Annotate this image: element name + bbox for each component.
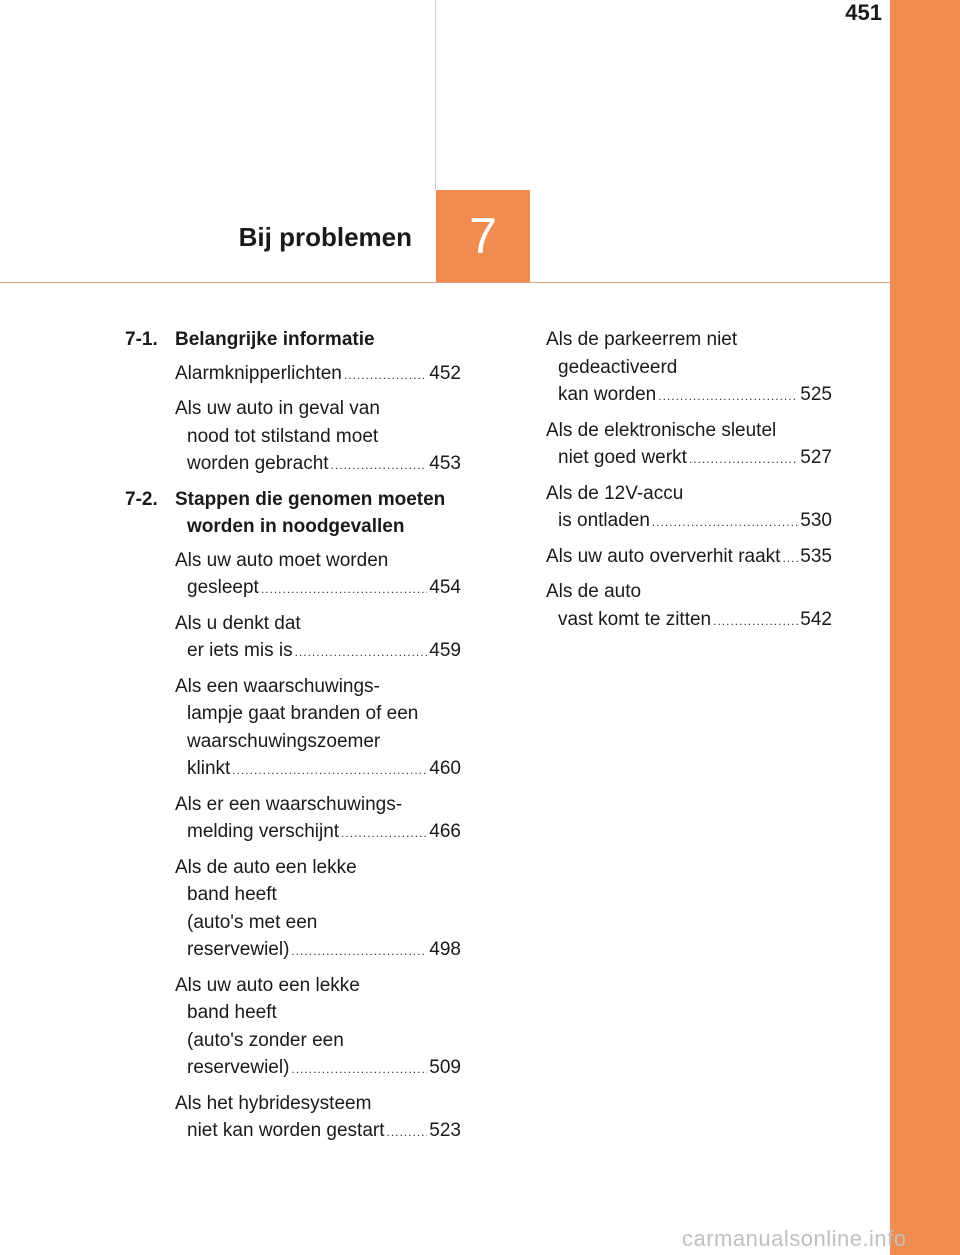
toc-entry-text: (auto's zonder een bbox=[187, 1029, 344, 1051]
leader-dots bbox=[291, 938, 427, 966]
toc-entry-text: Als u denkt dat bbox=[175, 612, 301, 634]
toc-entry-text: lampje gaat branden of een bbox=[187, 703, 419, 724]
toc-entry-text: gedeactiveerd bbox=[558, 356, 678, 378]
page-number: 451 bbox=[845, 0, 882, 25]
leader-dots bbox=[658, 383, 798, 411]
toc-entry[interactable] bbox=[546, 326, 832, 411]
toc-entry-text: Als de elektronische sleutel bbox=[546, 419, 777, 441]
toc-entry[interactable] bbox=[125, 791, 461, 848]
section-title-line: Stappen die genomen moeten bbox=[175, 488, 446, 510]
chapter-title: Bij problemen bbox=[238, 222, 412, 252]
toc-page-number: 535 bbox=[800, 545, 832, 567]
toc-page-number: 498 bbox=[429, 939, 461, 960]
toc-entry-text: Als uw auto in geval van bbox=[175, 398, 380, 419]
leader-dots bbox=[689, 446, 798, 474]
toc-entry-text: (auto's met een bbox=[187, 911, 318, 933]
toc-left-column bbox=[125, 326, 461, 1153]
toc-entry-text: Als de parkeerrem niet bbox=[546, 329, 738, 350]
watermark: carmanualsonline.info bbox=[682, 1226, 907, 1251]
header-divider-vertical bbox=[435, 0, 436, 190]
toc-entry-text: band heeft bbox=[187, 1002, 277, 1023]
toc-page-number: 454 bbox=[429, 577, 461, 598]
toc-entry[interactable] bbox=[125, 854, 461, 966]
toc-page-number: 542 bbox=[800, 608, 832, 630]
toc-entry-text: Als uw auto oververhit raakt bbox=[546, 545, 781, 567]
header-divider-horizontal bbox=[0, 282, 890, 283]
toc-entry[interactable] bbox=[125, 673, 461, 785]
toc-entry[interactable] bbox=[546, 417, 832, 474]
toc-entry-text: Als de 12V-accu bbox=[546, 482, 684, 504]
section-title-line: worden in noodgevallen bbox=[187, 516, 405, 537]
toc-page-number: 466 bbox=[429, 821, 461, 842]
leader-dots bbox=[387, 1119, 428, 1147]
toc-entry-text: gesleept bbox=[187, 577, 259, 598]
toc-page-number: 452 bbox=[429, 362, 461, 384]
toc-entry-text: Als uw auto moet worden bbox=[175, 549, 389, 571]
toc-entry[interactable] bbox=[546, 480, 832, 537]
leader-dots bbox=[652, 509, 798, 537]
toc-entry-text: er iets mis is bbox=[187, 640, 293, 661]
leader-dots bbox=[782, 545, 798, 573]
toc-section-7-2[interactable] bbox=[125, 486, 461, 541]
toc-page-number: 453 bbox=[429, 453, 461, 474]
toc-entry-text: Als het hybridesysteem bbox=[175, 1092, 372, 1114]
toc-page-number: 509 bbox=[429, 1057, 461, 1078]
toc-entry-text: reservewiel) bbox=[187, 1057, 290, 1078]
toc-entry-text: Als er een waarschuwings- bbox=[175, 793, 403, 815]
toc-entry-text: Als de auto een lekke bbox=[175, 856, 357, 878]
leader-dots bbox=[291, 1056, 427, 1084]
toc-entry[interactable] bbox=[125, 1090, 461, 1147]
toc-entry-text: Als de auto bbox=[546, 581, 642, 602]
toc-entry-text: melding verschijnt bbox=[187, 821, 340, 842]
toc-page-number: 523 bbox=[429, 1120, 461, 1141]
toc-entry[interactable] bbox=[125, 610, 461, 667]
leader-dots bbox=[713, 608, 798, 636]
toc-entry-text: Alarmknipperlichten bbox=[175, 362, 342, 384]
leader-dots bbox=[331, 452, 428, 480]
leader-dots bbox=[261, 576, 427, 604]
section-number: 7-1. bbox=[125, 329, 158, 350]
leader-dots bbox=[344, 362, 427, 390]
toc-entry-text: niet goed werkt bbox=[558, 447, 687, 468]
toc-entry-text: Als een waarschuwings- bbox=[175, 675, 380, 697]
toc-entry[interactable] bbox=[125, 360, 461, 390]
toc-entry-text: reservewiel) bbox=[187, 939, 290, 960]
leader-dots bbox=[295, 639, 428, 667]
toc-entry[interactable] bbox=[125, 972, 461, 1084]
toc-page-number: 459 bbox=[429, 640, 461, 661]
toc-page-number: 460 bbox=[429, 758, 461, 779]
toc-page-number: 530 bbox=[800, 510, 832, 531]
toc-entry-text: band heeft bbox=[187, 884, 277, 905]
toc-entry-text: is ontladen bbox=[558, 510, 650, 531]
toc-page-number: 527 bbox=[800, 447, 832, 468]
leader-dots bbox=[341, 820, 427, 848]
toc-entry-text: nood tot stilstand moet bbox=[187, 425, 379, 447]
section-number: 7-2. bbox=[125, 488, 158, 510]
toc-entry-text: kan worden bbox=[558, 384, 657, 405]
toc-entry-text: klinkt bbox=[187, 758, 231, 779]
section-title: Belangrijke informatie bbox=[175, 329, 375, 350]
leader-dots bbox=[232, 757, 427, 785]
toc-entry[interactable] bbox=[125, 547, 461, 604]
toc-entry-text: worden gebracht bbox=[187, 453, 329, 474]
toc-entry[interactable] bbox=[125, 395, 461, 480]
chapter-number-badge: 7 bbox=[436, 190, 530, 282]
toc-entry[interactable] bbox=[546, 543, 832, 573]
toc-page-number: 525 bbox=[800, 384, 832, 405]
chapter-side-tab bbox=[890, 0, 960, 1255]
toc-entry-text: niet kan worden gestart bbox=[187, 1120, 385, 1141]
toc-entry-text: waarschuwingszoemer bbox=[187, 730, 381, 752]
toc-entry-text: vast komt te zitten bbox=[558, 608, 712, 630]
toc-section-7-1[interactable] bbox=[125, 326, 461, 354]
toc-right-column bbox=[546, 326, 832, 641]
toc-entry-text: Als uw auto een lekke bbox=[175, 974, 360, 996]
toc-entry[interactable] bbox=[546, 578, 832, 635]
